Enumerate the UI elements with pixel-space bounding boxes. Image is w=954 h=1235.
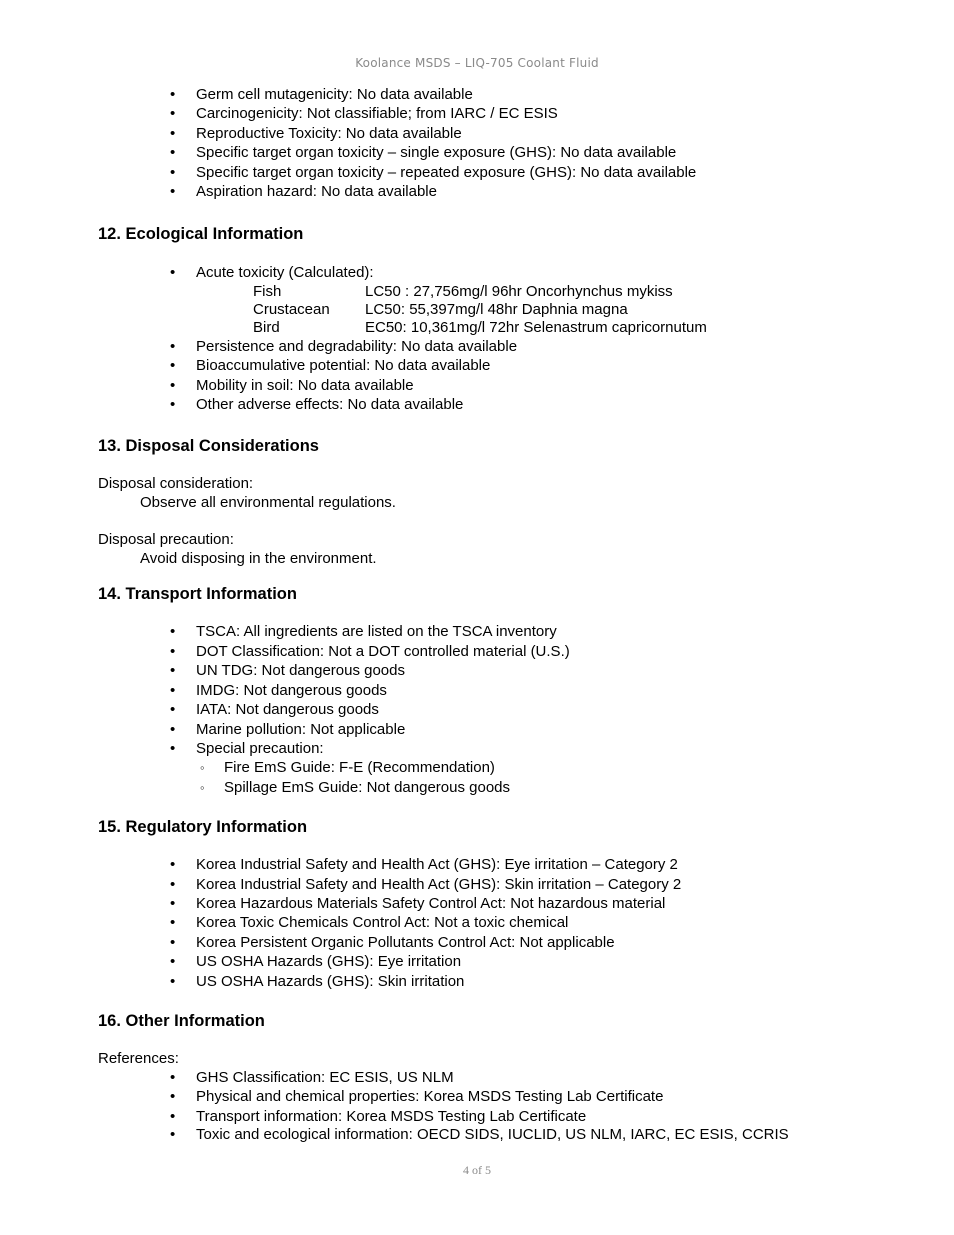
document-body: [98, 85, 798, 1144]
organism-cell: Fish: [253, 282, 282, 300]
list-item: • Other adverse effects: No data available: [98, 395, 798, 414]
section-title-other: 16. Other Information: [98, 1011, 265, 1030]
list-item: • TSCA: All ingredients are listed on the TSCA inventory: [98, 622, 798, 641]
list-item: • Germ cell mutagenicity: No data available: [98, 85, 798, 104]
list-item: • Korea Toxic Chemicals Control Act: Not a toxic chemical: [98, 913, 798, 932]
page-number: 4 of 5: [463, 1163, 491, 1177]
ecological-list-more: [98, 337, 798, 415]
sub-list-item: ◦ Fire EmS Guide: F-E (Recommendation): [98, 758, 798, 777]
value-cell: LC50 : 27,756mg/l 96hr Oncorhynchus mykiss: [365, 282, 673, 300]
list-item: • Specific target organ toxicity – single exposure (GHS): No data available: [98, 143, 798, 162]
disposal-precaution-text: Avoid disposing in the environment.: [140, 550, 377, 568]
disposal-precaution-label: Disposal precaution:: [98, 531, 234, 549]
list-item: • Aspiration hazard: No data available: [98, 182, 798, 201]
page-header: Koolance MSDS – LIQ-705 Coolant Fluid: [355, 56, 599, 70]
list-item: • Acute toxicity (Calculated):: [98, 263, 798, 282]
list-item: • US OSHA Hazards (GHS): Skin irritation: [98, 972, 798, 991]
sub-list-item: ◦ Spillage EmS Guide: Not dangerous goods: [98, 778, 798, 797]
organism-cell: Crustacean: [253, 300, 330, 318]
transport-list: [98, 622, 798, 797]
list-item: • Physical and chemical properties: Korea MSDS Testing Lab Certificate: [98, 1087, 798, 1106]
list-item: • Toxic and ecological information: OECD SIDS, IUCLID, US NLM, IARC, EC ESIS, CCRIS: [98, 1126, 798, 1144]
list-item: • Korea Industrial Safety and Health Act (GHS): Skin irritation – Category 2: [98, 875, 798, 894]
acute-toxicity-table: [98, 283, 798, 337]
value-cell: EC50: 10,361mg/l 72hr Selenastrum capricornutum: [365, 318, 707, 336]
list-item: • Carcinogenicity: Not classifiable; from IARC / EC ESIS: [98, 104, 798, 123]
list-item: • IMDG: Not dangerous goods: [98, 681, 798, 700]
list-item: • Persistence and degradability: No data available: [98, 337, 798, 356]
table-row: [98, 319, 798, 337]
regulatory-list: [98, 855, 798, 991]
list-item: • Marine pollution: Not applicable: [98, 720, 798, 739]
organism-cell: Bird: [253, 318, 280, 336]
list-item: • DOT Classification: Not a DOT controlled material (U.S.): [98, 642, 798, 661]
list-item: • Transport information: Korea MSDS Testing Lab Certificate: [98, 1107, 798, 1126]
list-item: • UN TDG: Not dangerous goods: [98, 661, 798, 680]
section-title-ecological: 12. Ecological Information: [98, 225, 304, 244]
list-item: • Special precaution:: [98, 739, 798, 758]
list-item: • Korea Industrial Safety and Health Act (GHS): Eye irritation – Category 2: [98, 855, 798, 874]
list-item: • Reproductive Toxicity: No data available: [98, 124, 798, 143]
section-title-transport: 14. Transport Information: [98, 585, 297, 604]
list-item: • GHS Classification: EC ESIS, US NLM: [98, 1068, 798, 1087]
ecological-list: [98, 263, 798, 282]
table-row: [98, 301, 798, 319]
disposal-consideration-text: Observe all environmental regulations.: [140, 494, 396, 512]
toxicology-list: [98, 85, 798, 201]
list-item: • Mobility in soil: No data available: [98, 376, 798, 395]
list-item: • Korea Hazardous Materials Safety Control Act: Not hazardous material: [98, 894, 798, 913]
disposal-consideration-label: Disposal consideration:: [98, 475, 254, 493]
references-list: [98, 1068, 798, 1144]
list-item: • Specific target organ toxicity – repeated exposure (GHS): No data available: [98, 163, 798, 182]
references-label: References:: [98, 1049, 179, 1067]
table-row: [98, 283, 798, 301]
list-item: • Korea Persistent Organic Pollutants Control Act: Not applicable: [98, 933, 798, 952]
value-cell: LC50: 55,397mg/l 48hr Daphnia magna: [365, 300, 628, 318]
section-title-disposal: 13. Disposal Considerations: [98, 437, 319, 456]
list-item: • Bioaccumulative potential: No data available: [98, 356, 798, 375]
section-title-regulatory: 15. Regulatory Information: [98, 818, 308, 837]
list-item: • IATA: Not dangerous goods: [98, 700, 798, 719]
list-item: • US OSHA Hazards (GHS): Eye irritation: [98, 952, 798, 971]
